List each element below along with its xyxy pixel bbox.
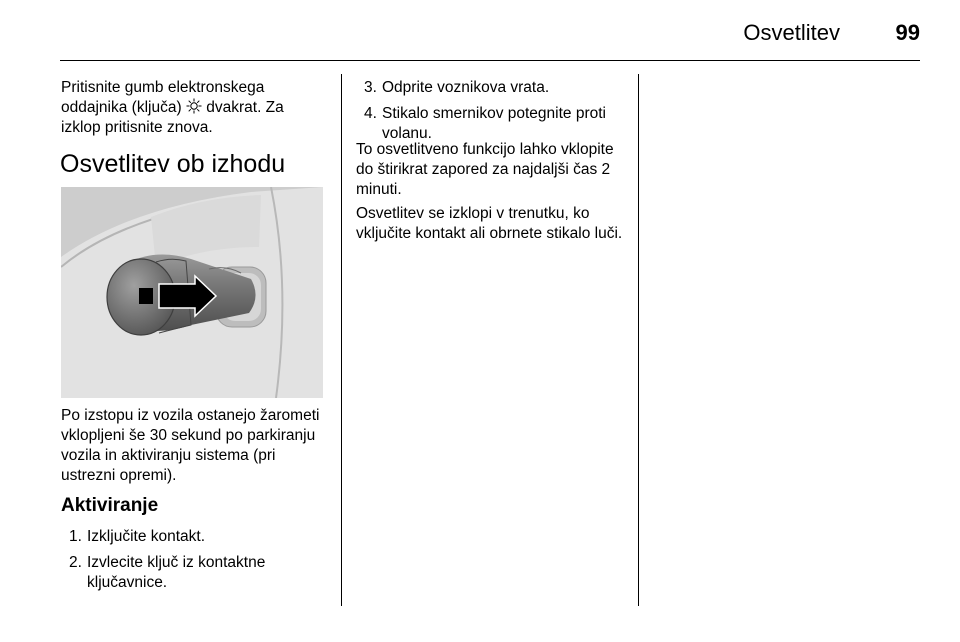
column-divider-2: [638, 74, 639, 606]
header-rule: [60, 60, 920, 61]
subheading-aktiviranje: Aktiviranje: [61, 495, 159, 516]
page-header-title: Osvetlitev: [743, 20, 840, 45]
list-item: [61, 553, 331, 593]
step-text: Izvlecite ključ iz kontaktne ključavnice.: [87, 554, 266, 591]
section-title: Osvetlitev ob izhodu: [60, 150, 286, 178]
paragraph-repeat-function: To osvetlitveno funkcijo lahko vklopite do štirikrat zapored za najdaljši čas 2 minuti.: [356, 141, 614, 198]
intro-paragraph: [61, 78, 323, 138]
step-number: 1.: [69, 528, 82, 545]
light-sun-icon: [186, 98, 202, 114]
step-number: 4.: [364, 105, 377, 122]
column-divider-1: [341, 74, 342, 606]
list-item: [356, 78, 632, 98]
step-text: Izključite kontakt.: [87, 528, 206, 545]
list-item: [356, 104, 632, 144]
steps-list-col1: [61, 527, 331, 593]
figure-description: Po izstopu iz vozila ostanejo žarometi vklopljeni še 30 sekund po parkiranju vozila in aktiviranju sistema (pri ustrezni opremi).: [61, 407, 320, 484]
intro-text-after: dvakrat. Za izklop pritisnite znova.: [61, 99, 284, 136]
page-number: 99: [895, 20, 920, 45]
list-item: [61, 527, 331, 547]
step-number: 3.: [364, 79, 377, 96]
steps-list-col2: [356, 78, 632, 144]
headlight-stalk-figure: [61, 187, 323, 398]
intro-text-before: Pritisnite gumb elektronskega oddajnika (ključa): [61, 79, 265, 116]
step-number: 2.: [69, 554, 82, 571]
step-text: Odprite voznikova vrata.: [382, 79, 550, 96]
headlight-stalk-arrow-illustration: [61, 187, 323, 398]
step-text: Stikalo smernikov potegnite proti volanu.: [382, 105, 607, 142]
paragraph-switch-off: Osvetlitev se izklopi v trenutku, ko vključite kontakt ali obrnete stikalo luči.: [356, 205, 623, 242]
